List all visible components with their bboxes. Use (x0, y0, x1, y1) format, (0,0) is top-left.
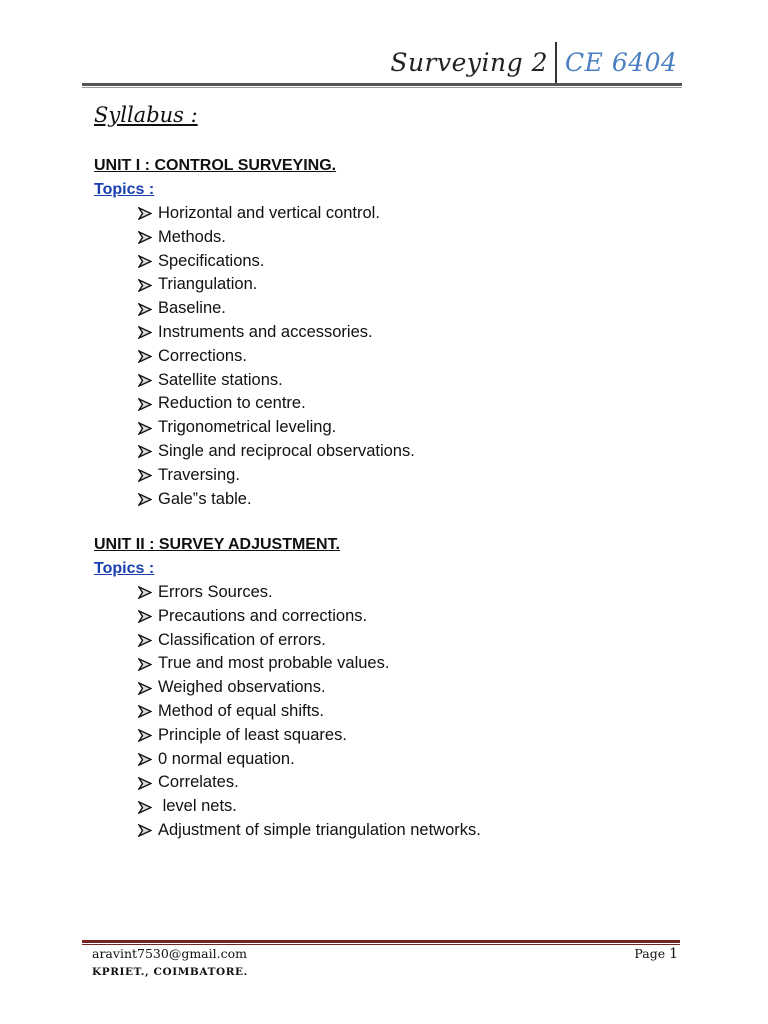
topic-item (138, 676, 654, 700)
arrow-bullet-icon (138, 326, 158, 339)
arrow-bullet-icon (138, 398, 158, 411)
topic-item (138, 700, 654, 724)
topic-text: Single and reciprocal observations. (158, 441, 415, 460)
arrow-bullet-icon (138, 207, 158, 220)
topic-item (138, 464, 654, 488)
topic-text: Trigonometrical leveling. (158, 418, 337, 437)
arrow-bullet-icon (138, 586, 158, 599)
arrow-bullet-icon (138, 493, 158, 506)
arrow-bullet-icon (138, 824, 158, 837)
unit-1-title: UNIT I : CONTROL SURVEYING. (94, 157, 337, 174)
arrow-bullet-icon (138, 658, 158, 671)
topic-item (138, 369, 654, 393)
topic-item (138, 771, 654, 795)
topic-item (138, 724, 654, 748)
topic-item (138, 748, 654, 772)
syllabus-heading: Syllabus : (94, 103, 198, 127)
topic-text: Method of equal shifts. (158, 701, 325, 720)
arrow-bullet-icon (138, 279, 158, 292)
arrow-bullet-icon (138, 469, 158, 482)
topic-item (138, 416, 654, 440)
topic-item (138, 202, 654, 226)
topic-item (138, 795, 654, 819)
topic-item (138, 345, 654, 369)
topic-text: level nets. (158, 797, 237, 816)
topic-text: Gale‟s table. (158, 489, 252, 508)
topic-text: Corrections. (158, 346, 247, 365)
topic-text: Horizontal and vertical control. (158, 204, 380, 222)
topic-text: Traversing. (158, 465, 240, 484)
arrow-bullet-icon (138, 634, 158, 647)
header-rule (82, 83, 682, 86)
unit-2-topics-label: Topics : (94, 560, 155, 577)
footer-rule-secondary (82, 944, 680, 945)
arrow-bullet-icon (138, 350, 158, 363)
topic-text: Classification of errors. (158, 630, 326, 649)
footer-rule (82, 940, 680, 943)
arrow-bullet-icon (138, 610, 158, 623)
arrow-bullet-icon (138, 682, 158, 695)
arrow-bullet-icon (138, 777, 158, 790)
arrow-bullet-icon (138, 705, 158, 718)
footer-page-indicator (634, 946, 678, 962)
page-header (82, 40, 682, 84)
topic-text: Reduction to centre. (158, 394, 306, 413)
footer-organization: KPRIET., COIMBATORE. (92, 966, 248, 978)
page-number: 1 (669, 946, 678, 962)
topic-item (138, 273, 654, 297)
document-title: Surveying 2 (390, 48, 548, 77)
unit-1-topic-list (94, 202, 654, 511)
topic-text: Precautions and corrections. (158, 606, 368, 625)
topic-item (138, 652, 654, 676)
topic-text: Methods. (158, 227, 226, 246)
topic-text: Weighed observations. (158, 678, 326, 697)
topic-text: Baseline. (158, 299, 226, 318)
topic-text: Specifications. (158, 251, 265, 270)
unit-2-section (94, 533, 654, 843)
topic-item (138, 392, 654, 416)
arrow-bullet-icon (138, 255, 158, 268)
topic-item (138, 819, 654, 843)
topic-item (138, 581, 654, 605)
topic-text: Correlates. (158, 773, 239, 792)
topic-item (138, 297, 654, 321)
arrow-bullet-icon (138, 374, 158, 387)
topic-text: Errors Sources. (158, 583, 273, 601)
topic-text: True and most probable values. (158, 654, 390, 673)
topic-item (138, 629, 654, 653)
arrow-bullet-icon (138, 753, 158, 766)
arrow-bullet-icon (138, 303, 158, 316)
topic-item (138, 440, 654, 464)
topic-item (138, 226, 654, 250)
topic-item (138, 488, 654, 512)
header-divider (555, 42, 557, 84)
unit-2-title: UNIT II : SURVEY ADJUSTMENT. (94, 536, 340, 553)
arrow-bullet-icon (138, 231, 158, 244)
unit-1-section (94, 154, 654, 511)
header-rule-secondary (82, 87, 682, 88)
arrow-bullet-icon (138, 801, 158, 814)
topic-item (138, 605, 654, 629)
topic-text: Satellite stations. (158, 370, 283, 389)
topic-text: Triangulation. (158, 275, 258, 294)
arrow-bullet-icon (138, 422, 158, 435)
topic-item (138, 250, 654, 274)
unit-1-topics-label: Topics : (94, 181, 155, 198)
topic-text: Principle of least squares. (158, 725, 347, 744)
arrow-bullet-icon (138, 729, 158, 742)
topic-text: Adjustment of simple triangulation networks. (158, 820, 481, 839)
page-label: Page (634, 946, 666, 961)
course-code: CE 6404 (565, 48, 678, 77)
topic-item (138, 321, 654, 345)
arrow-bullet-icon (138, 445, 158, 458)
topic-text: Instruments and accessories. (158, 322, 373, 341)
unit-2-topic-list (94, 581, 654, 843)
footer-email: aravint7530@gmail.com (92, 946, 247, 961)
topic-text: 0 normal equation. (158, 749, 295, 768)
